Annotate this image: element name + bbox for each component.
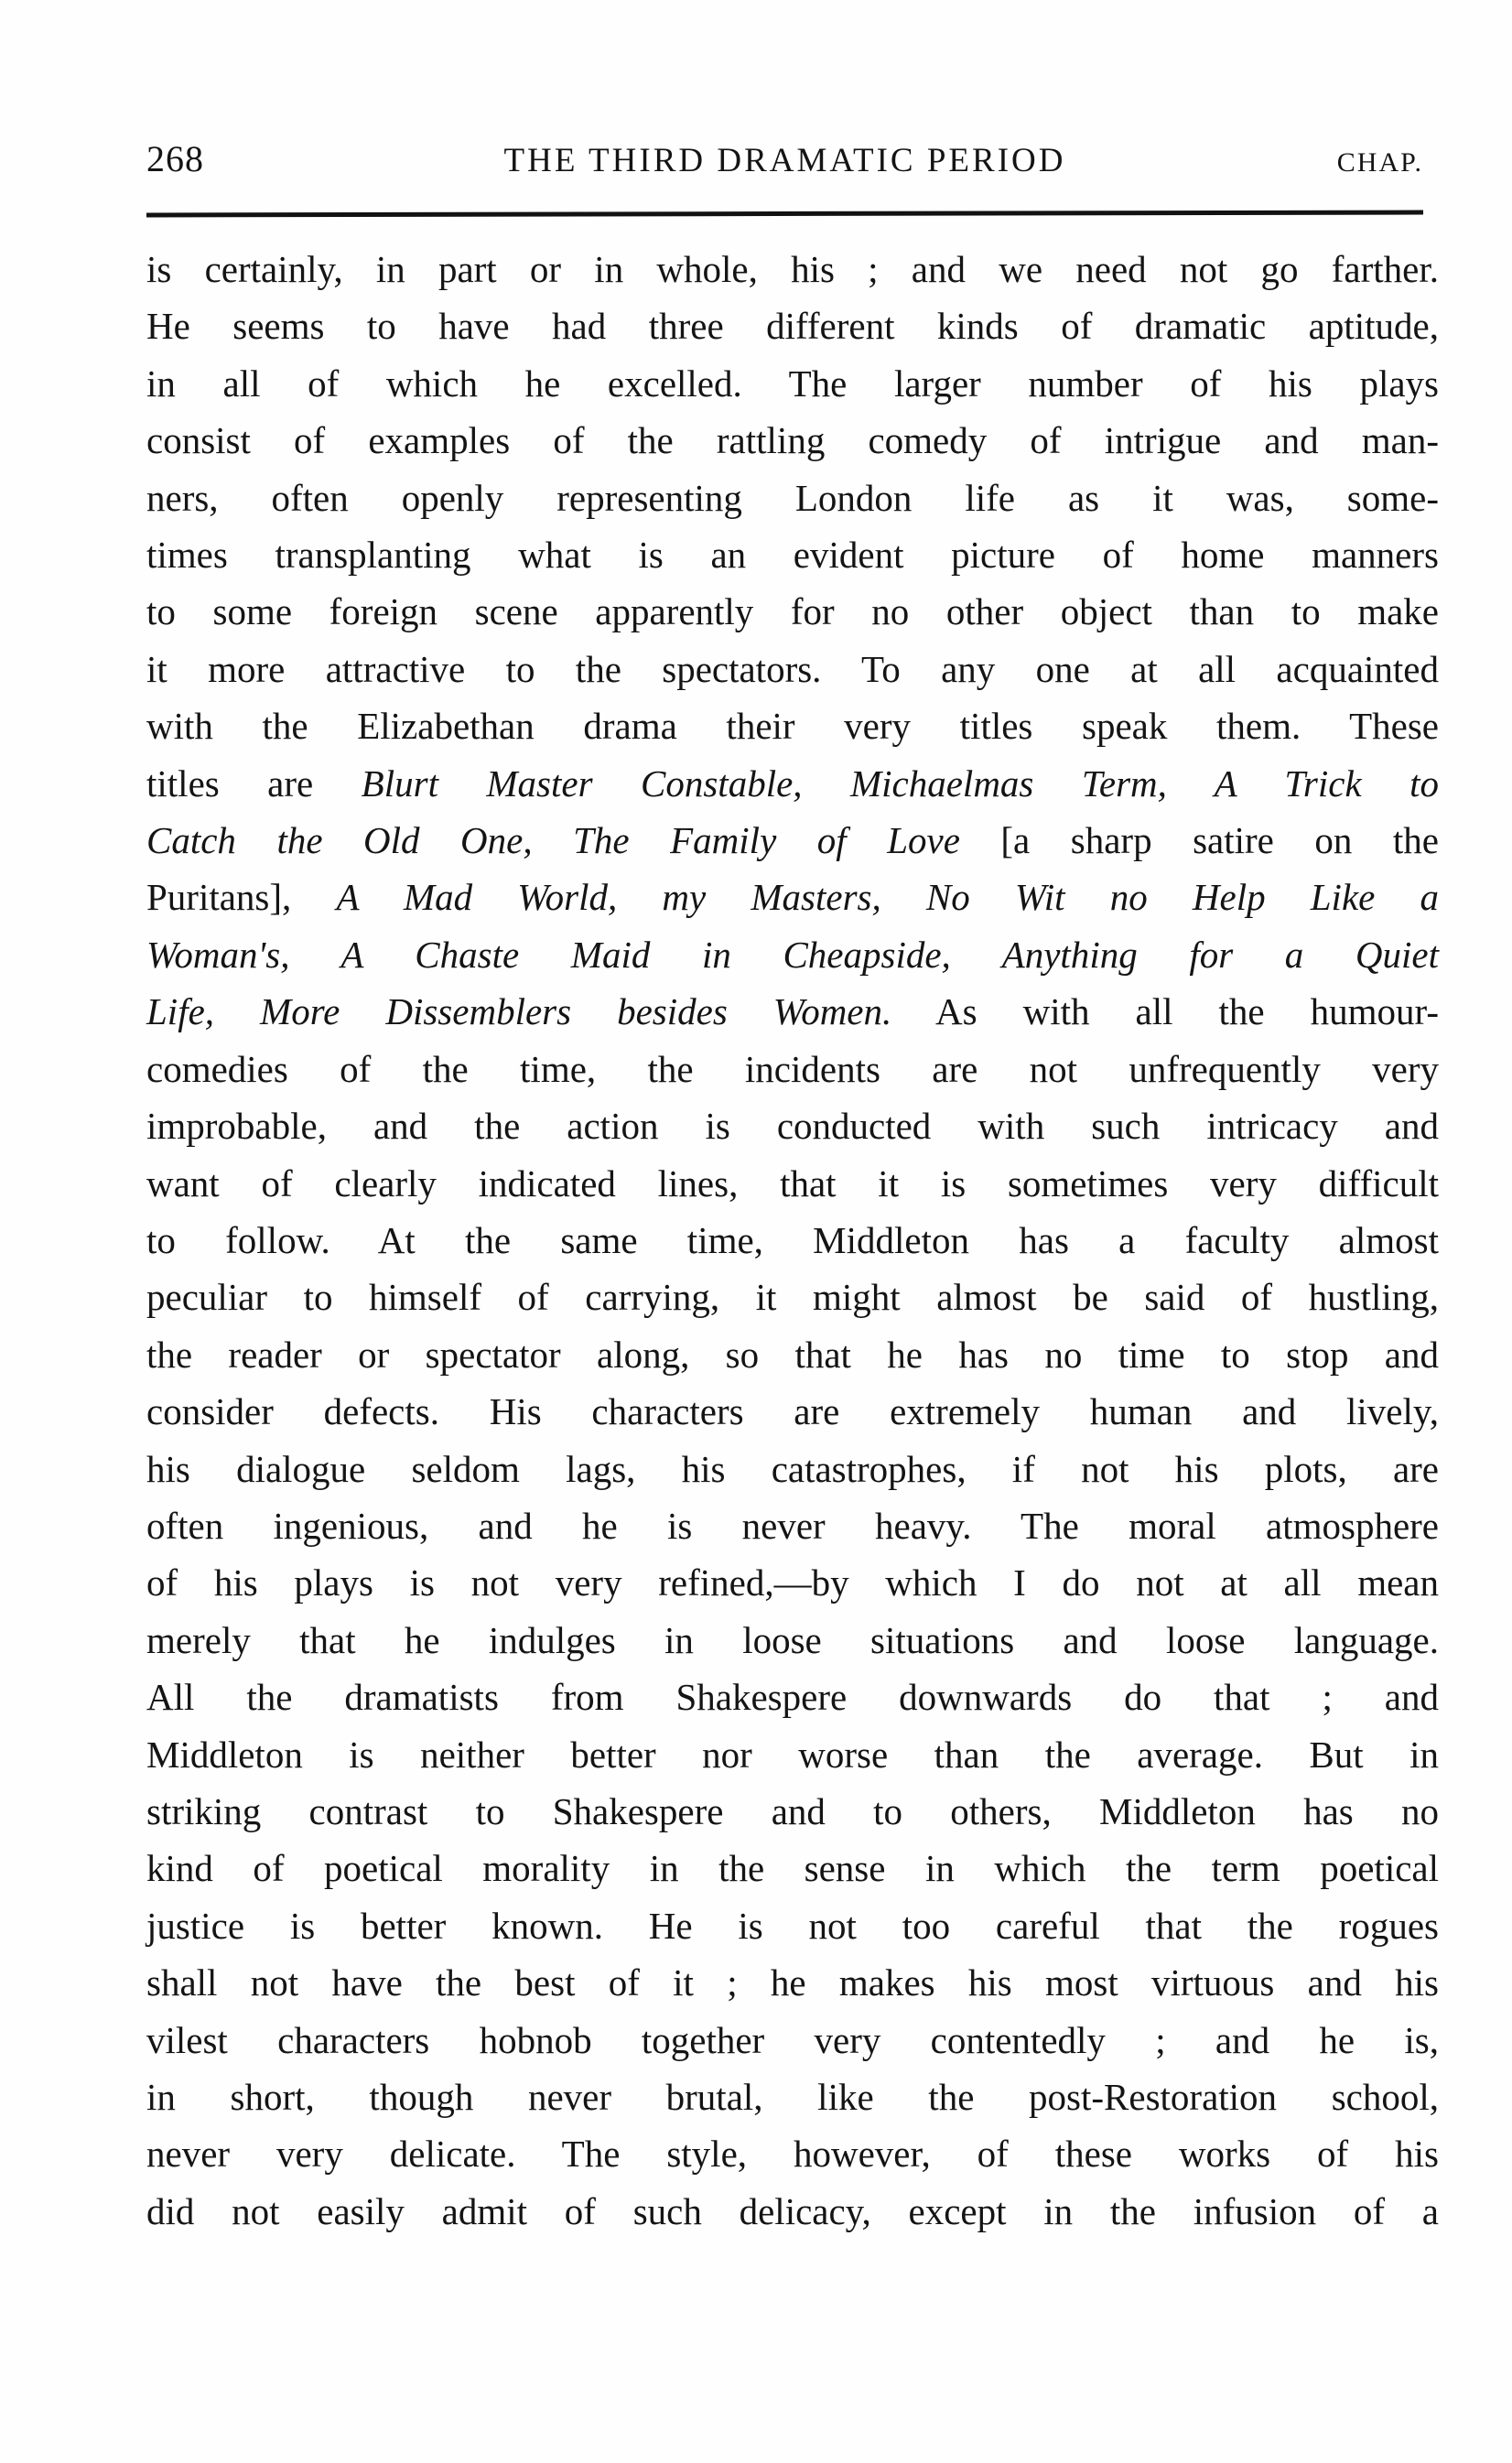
text-line — [146, 355, 1439, 412]
text-line — [146, 869, 1439, 925]
text-run: [a sharp satire on the — [1000, 819, 1439, 862]
body-text — [146, 241, 1439, 2240]
page-header — [146, 137, 1423, 180]
text-run: the reader or spectator along, so that he has no time to stop and — [146, 1333, 1439, 1376]
text-line — [146, 1326, 1439, 1383]
text-run: shall not have the best of it ; he makes his most virtuous and his — [146, 1961, 1439, 2004]
text-run: improbable, and the action is conducted with such intricacy and — [146, 1105, 1439, 1148]
page-number: 268 — [146, 138, 204, 179]
text-line — [146, 755, 1439, 812]
chapter-label: CHAP. — [1336, 147, 1423, 178]
text-run: Middleton is neither better nor worse than the average. But in — [146, 1733, 1439, 1776]
italic-title-text: Life, More Dissemblers besides Women. — [146, 990, 892, 1033]
text-line — [146, 1840, 1439, 1896]
text-line — [146, 812, 1439, 869]
text-line — [146, 2069, 1439, 2125]
text-line — [146, 697, 1439, 754]
text-run: in short, though never brutal, like the post-Restoration school, — [146, 2076, 1439, 2118]
text-line — [146, 1212, 1439, 1269]
text-run: of his plays is not very refined,—by which I do not at all mean — [146, 1561, 1439, 1604]
text-line — [146, 1155, 1439, 1212]
text-line — [146, 470, 1439, 526]
text-run: times transplanting what is an evident picture of home manners — [146, 534, 1439, 577]
text-line — [146, 526, 1439, 583]
text-line — [146, 1383, 1439, 1440]
text-line — [146, 1097, 1439, 1154]
text-line — [146, 1612, 1439, 1669]
text-run: to follow. At the same time, Middleton has a faculty almost — [146, 1218, 1439, 1261]
text-line — [146, 983, 1439, 1040]
text-run: did not easily admit of such delicacy, except in the infusion of a — [146, 2189, 1439, 2232]
text-run: merely that he indulges in loose situations and loose language. — [146, 1618, 1439, 1661]
text-run: want of clearly indicated lines, that it is sometimes very difficult — [146, 1161, 1439, 1204]
text-run: often ingenious, and he is never heavy. The moral atmosphere — [146, 1504, 1439, 1547]
text-run: consider defects. His characters are extremely human and lively, — [146, 1390, 1439, 1433]
text-line — [146, 1669, 1439, 1725]
italic-title-text: Woman's, A Chaste Maid in Cheapside, Anything for a Quiet — [146, 933, 1439, 976]
text-run: is certainly, in part or in whole, his ; and we need not go farther. — [146, 248, 1439, 290]
text-run: comedies of the time, the incidents are not unfrequently very — [146, 1047, 1439, 1090]
text-line — [146, 412, 1439, 469]
italic-title-text: A Mad World, my Masters, No Wit no Help Like a — [336, 876, 1440, 919]
text-line — [146, 297, 1439, 354]
text-line — [146, 583, 1439, 640]
text-line — [146, 2125, 1439, 2182]
text-run: All the dramatists from Shakespere downwards do that ; and — [146, 1676, 1439, 1719]
text-run: his dialogue seldom lags, his catastrophes, if not his plots, are — [146, 1447, 1439, 1490]
text-line — [146, 1897, 1439, 1954]
text-run: peculiar to himself of carrying, it might almost be said of hustling, — [146, 1276, 1439, 1319]
text-run: Puritans], — [146, 876, 337, 919]
text-run: in all of which he excelled. The larger number of his plays — [146, 362, 1439, 405]
running-title: THE THIRD DRAMATIC PERIOD — [503, 142, 1066, 179]
text-run: striking contrast to Shakespere and to others, Middleton has no — [146, 1789, 1439, 1832]
header-rule — [146, 211, 1423, 218]
text-run: titles are — [146, 762, 362, 805]
text-run: consist of examples of the rattling comedy of intrigue and man- — [146, 419, 1439, 462]
text-line — [146, 641, 1439, 697]
text-line — [146, 2183, 1439, 2240]
text-run: justice is better known. He is not too careful that the rogues — [146, 1904, 1439, 1947]
italic-title-text: Blurt Master Constable, Michaelmas Term, A Trick to — [361, 762, 1439, 805]
text-run: never very delicate. The style, however, of these works of his — [146, 2133, 1439, 2176]
text-line — [146, 1497, 1439, 1554]
text-run: to some foreign scene apparently for no other object than to make — [146, 590, 1439, 633]
text-line — [146, 241, 1439, 297]
text-line — [146, 1726, 1439, 1783]
text-line — [146, 1554, 1439, 1611]
text-line — [146, 1269, 1439, 1325]
text-line — [146, 1041, 1439, 1097]
text-run: kind of poetical morality in the sense in which the term poetical — [146, 1847, 1439, 1890]
text-line — [146, 2012, 1439, 2069]
text-line — [146, 1954, 1439, 2011]
text-line — [146, 1783, 1439, 1840]
text-line — [146, 926, 1439, 983]
text-run: vilest characters hobnob together very contentedly ; and he is, — [146, 2018, 1439, 2061]
text-run: He seems to have had three different kinds of dramatic aptitude, — [146, 305, 1439, 348]
text-run: ners, often openly representing London life as it was, some- — [146, 476, 1439, 519]
text-run: As with all the humour- — [935, 990, 1439, 1033]
text-line — [146, 1441, 1439, 1497]
italic-title-text: Catch the Old One, The Family of Love — [146, 819, 960, 862]
text-run: with the Elizabethan drama their very titles speak them. These — [146, 705, 1439, 748]
text-run: it more attractive to the spectators. To any one at all acquainted — [146, 647, 1439, 690]
